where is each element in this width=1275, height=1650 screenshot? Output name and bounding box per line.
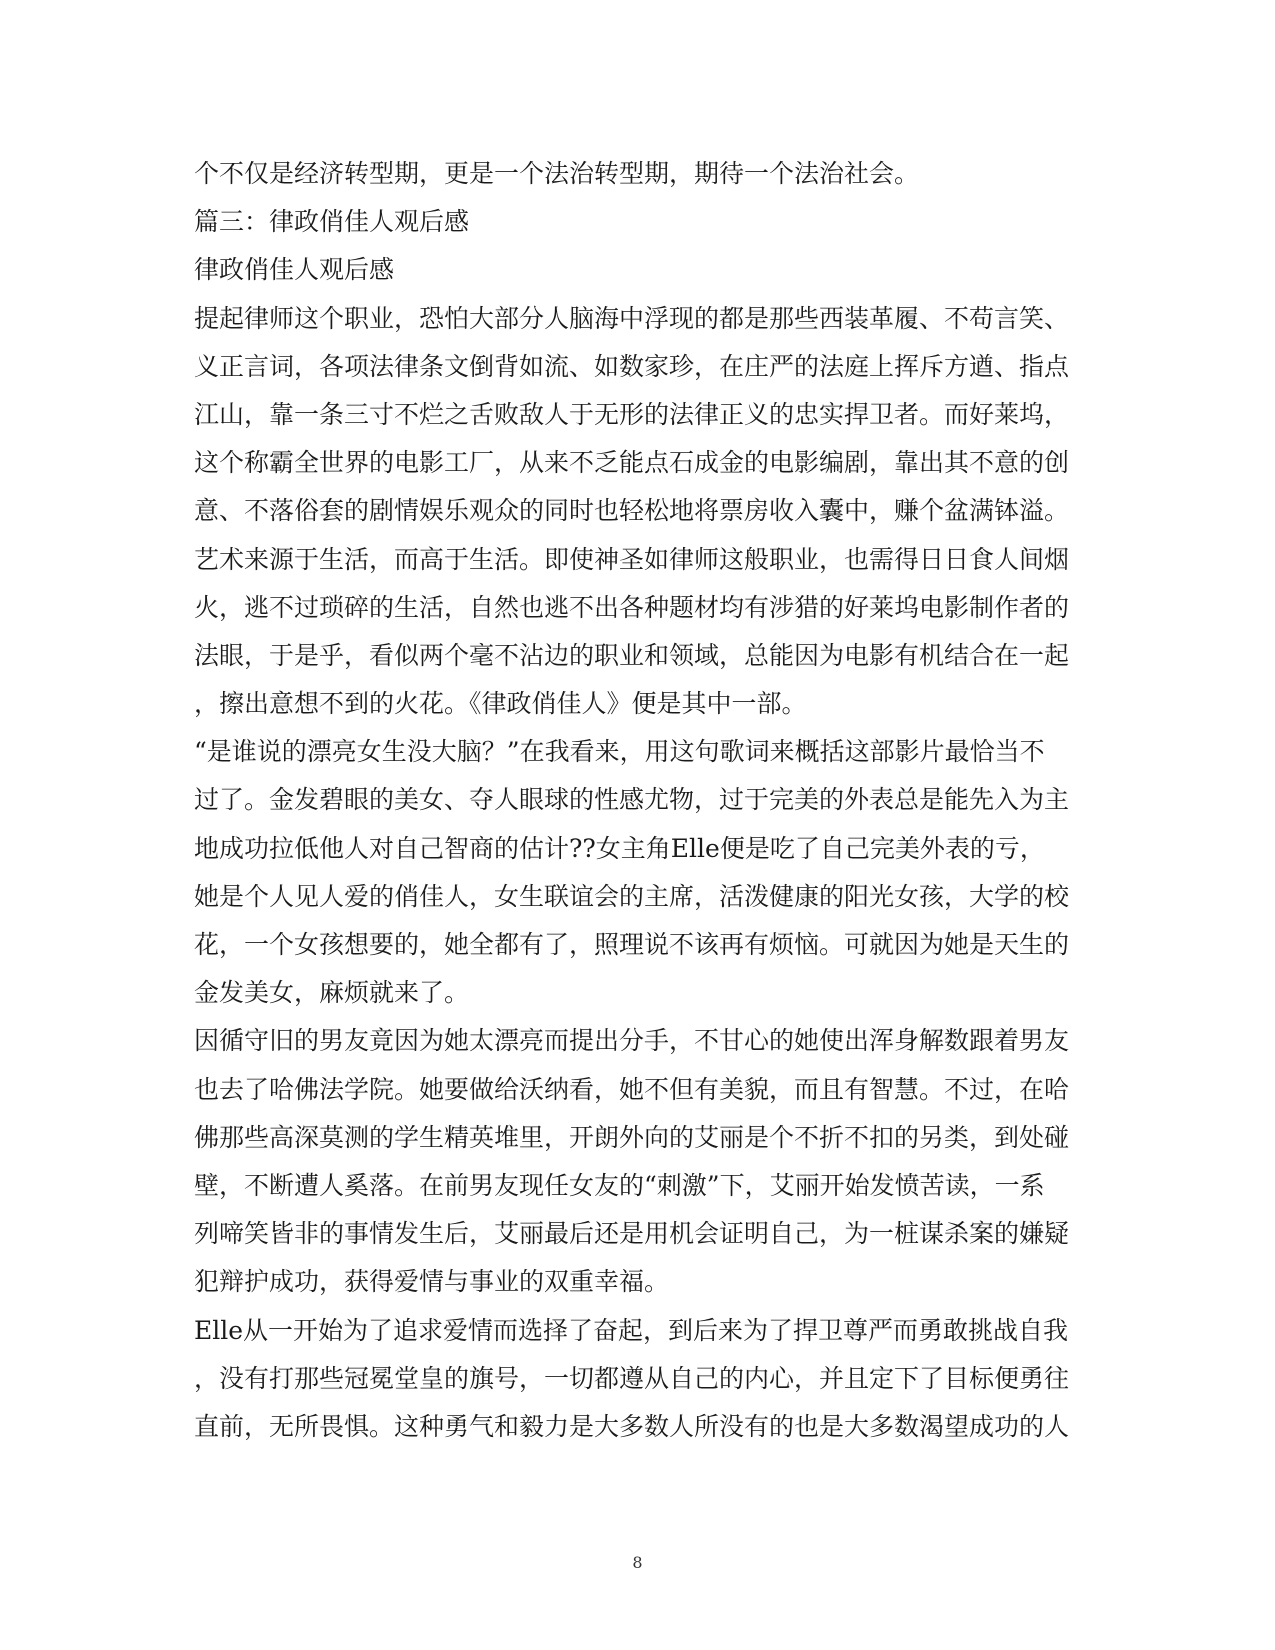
text-line: 金发美女，麻烦就来了。: [194, 978, 470, 1008]
section-heading: 篇三：律政俏佳人观后感: [194, 207, 470, 237]
text-line: 法眼，于是乎，看似两个毫不沾边的职业和领域，总能因为电影有机结合在一起: [194, 640, 1070, 670]
text-line: 直前，无所畏惧。这种勇气和毅力是大多数人所没有的也是大多数渴望成功的人: [194, 1411, 1070, 1441]
text-line: 意、不落俗套的剧情娱乐观众的同时也轻松地将票房收入囊中，赚个盆满钵溢。: [194, 496, 1070, 526]
text-line: 也去了哈佛法学院。她要做给沃纳看，她不但有美貌，而且有智慧。不过，在哈: [194, 1074, 1070, 1104]
text-line: 江山，靠一条三寸不烂之舌败敌人于无形的法律正义的忠实捍卫者。而好莱坞，: [194, 399, 1070, 429]
text-line: 个不仅是经济转型期，更是一个法治转型期，期待一个法治社会。: [194, 159, 920, 188]
text-line: 花，一个女孩想要的，她全都有了，照理说不该再有烦恼。可就因为她是天生的: [194, 930, 1070, 959]
text-line: 佛那些高深莫测的学生精英堆里，开朗外向的艾丽是个不折不扣的另类，到处碰: [194, 1122, 1070, 1152]
text-line: 她是个人见人爱的俏佳人，女生联谊会的主席，活泼健康的阳光女孩，大学的校: [194, 881, 1070, 911]
text-line: 义正言词，各项法律条文倒背如流、如数家珍，在庄严的法庭上挥斥方遒、指点: [194, 351, 1070, 381]
text-line: 过了。金发碧眼的美女、夺人眼球的性感尤物，过于完美的外表总是能先入为主: [194, 785, 1070, 815]
text-line: ，没有打那些冠冕堂皇的旗号，一切都遵从自己的内心，并且定下了目标便勇往: [194, 1363, 1070, 1393]
text-line: 因循守旧的男友竟因为她太漂亮而提出分手，不甘心的她使出浑身解数跟着男友: [194, 1026, 1070, 1056]
text-line: 这个称霸全世界的电影工厂，从来不乏能点石成金的电影编剧，靠出其不意的创: [194, 448, 1070, 478]
article-title: 律政俏佳人观后感: [194, 255, 395, 285]
text-line: 地成功拉低他人对自己智商的估计??女主角Elle便是吃了自己完美外表的亏，: [194, 833, 1045, 863]
text-line: Elle从一开始为了追求爱情而选择了奋起，到后来为了捍卫尊严而勇敢挑战自我: [194, 1315, 1069, 1345]
text-line: 火，逃不过琐碎的生活，自然也逃不出各种题材均有涉猎的好莱坞电影制作者的: [194, 592, 1070, 622]
page-number: 8: [632, 1553, 643, 1572]
text-line: ，擦出意想不到的火花。《律政俏佳人》便是其中一部。: [194, 689, 807, 719]
text-line: 犯辩护成功，获得爱情与事业的双重幸福。: [194, 1267, 670, 1297]
text-line: 列啼笑皆非的事情发生后，艾丽最后还是用机会证明自己，为一桩谋杀案的嫌疑: [194, 1219, 1070, 1249]
text-line: “是谁说的漂亮女生没大脑？”在我看来，用这句歌词来概括这部影片最恰当不: [194, 737, 1045, 767]
text-line: 壁，不断遭人奚落。在前男友现任女友的“刺激”下，艾丽开始发愤苦读，一系: [194, 1170, 1045, 1200]
body-text: [194, 150, 1074, 1451]
text-line: 提起律师这个职业，恐怕大部分人脑海中浮现的都是那些西装革履、不苟言笑、: [194, 303, 1070, 333]
text-line: 艺术来源于生活，而高于生活。即使神圣如律师这般职业，也需得日日食人间烟: [194, 544, 1070, 574]
